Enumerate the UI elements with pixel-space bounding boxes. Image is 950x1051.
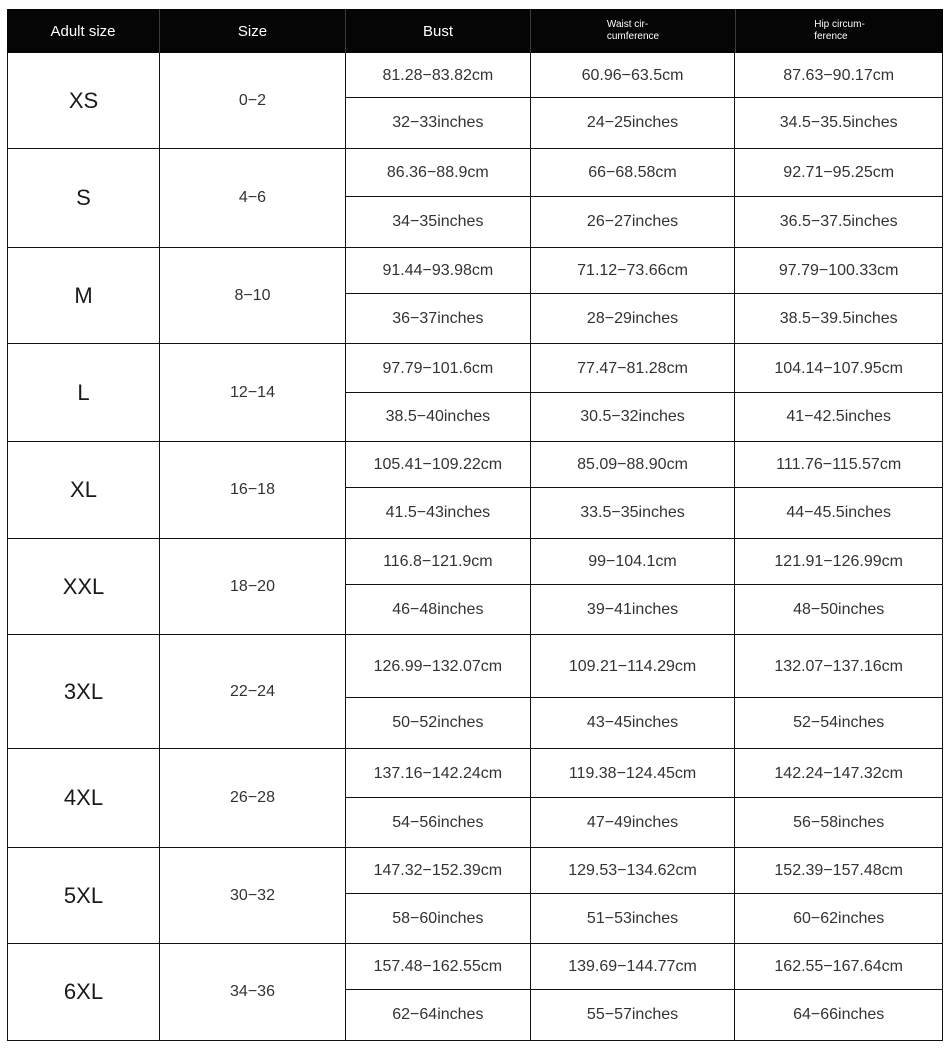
numeric-size-cell: 34−36 <box>160 944 346 1040</box>
hip-cm-cell: 162.55−167.64cm <box>735 944 943 990</box>
numeric-size-cell: 4−6 <box>160 149 346 247</box>
bust-inches-cell: 38.5−40inches <box>346 393 531 441</box>
size-group-xs <box>8 53 943 148</box>
bust-cm-cell: 137.16−142.24cm <box>346 749 531 798</box>
adult-size-cell: 4XL <box>8 749 160 847</box>
hip-cm-cell: 142.24−147.32cm <box>735 749 943 798</box>
cm-row <box>346 635 943 698</box>
size-group-4xl <box>8 748 943 847</box>
bust-cm-cell: 157.48−162.55cm <box>346 944 531 990</box>
numeric-size-cell: 22−24 <box>160 635 346 748</box>
hip-cm-cell: 132.07−137.16cm <box>735 635 943 698</box>
cm-row <box>346 539 943 585</box>
cm-row <box>346 944 943 990</box>
numeric-size-cell: 26−28 <box>160 749 346 847</box>
waist-cm-cell: 71.12−73.66cm <box>531 248 736 294</box>
waist-cm-cell: 119.38−124.45cm <box>531 749 736 798</box>
numeric-size-cell: 30−32 <box>160 848 346 943</box>
waist-cm-cell: 85.09−88.90cm <box>531 442 736 488</box>
size-group-xxl <box>8 538 943 634</box>
header-size-label: Size <box>237 22 268 40</box>
waist-inches-cell: 51−53inches <box>531 894 736 943</box>
waist-inches-cell: 24−25inches <box>531 98 736 148</box>
hip-inches-cell: 41−42.5inches <box>735 393 943 441</box>
bust-inches-cell: 58−60inches <box>346 894 531 943</box>
size-group-l <box>8 343 943 441</box>
header-bust <box>345 9 530 53</box>
bust-cm-cell: 126.99−132.07cm <box>346 635 531 698</box>
bust-inches-cell: 62−64inches <box>346 990 531 1040</box>
bust-cm-cell: 116.8−121.9cm <box>346 539 531 585</box>
hip-inches-cell: 36.5−37.5inches <box>735 197 943 247</box>
bust-inches-cell: 34−35inches <box>346 197 531 247</box>
bust-inches-cell: 36−37inches <box>346 294 531 343</box>
hip-cm-cell: 97.79−100.33cm <box>735 248 943 294</box>
adult-size-cell: 5XL <box>8 848 160 943</box>
adult-size-cell: L <box>8 344 160 441</box>
waist-inches-cell: 47−49inches <box>531 798 736 847</box>
inches-row <box>346 97 943 148</box>
hip-inches-cell: 48−50inches <box>735 585 943 634</box>
header-adult-size-label: Adult size <box>50 22 116 40</box>
size-group-xl <box>8 441 943 538</box>
inches-row <box>346 989 943 1040</box>
waist-inches-cell: 26−27inches <box>531 197 736 247</box>
hip-inches-cell: 64−66inches <box>735 990 943 1040</box>
waist-cm-cell: 109.21−114.29cm <box>531 635 736 698</box>
size-group-3xl <box>8 634 943 748</box>
hip-cm-cell: 121.91−126.99cm <box>735 539 943 585</box>
waist-inches-cell: 43−45inches <box>531 698 736 748</box>
hip-cm-cell: 87.63−90.17cm <box>735 53 943 98</box>
adult-size-cell: S <box>8 149 160 247</box>
bust-cm-cell: 86.36−88.9cm <box>346 149 531 197</box>
inches-row <box>346 584 943 634</box>
waist-cm-cell: 66−68.58cm <box>531 149 736 197</box>
size-group-m <box>8 247 943 343</box>
adult-size-cell: 6XL <box>8 944 160 1040</box>
inches-row <box>346 487 943 538</box>
cm-row <box>346 848 943 894</box>
inches-row <box>346 392 943 441</box>
size-chart <box>7 9 943 1041</box>
waist-inches-cell: 33.5−35inches <box>531 488 736 538</box>
cm-row <box>346 53 943 98</box>
header-adult-size <box>7 9 159 53</box>
header-hip <box>735 9 943 53</box>
hip-inches-cell: 38.5−39.5inches <box>735 294 943 343</box>
hip-cm-cell: 152.39−157.48cm <box>735 848 943 894</box>
numeric-size-cell: 18−20 <box>160 539 346 634</box>
header-size <box>159 9 345 53</box>
waist-inches-cell: 28−29inches <box>531 294 736 343</box>
cm-row <box>346 442 943 488</box>
header-waist-label: Waist cir- cumference <box>606 19 660 42</box>
adult-size-cell: XS <box>8 53 160 148</box>
size-group-s <box>8 148 943 247</box>
size-group-6xl <box>8 943 943 1040</box>
header-bust-label: Bust <box>422 22 453 40</box>
adult-size-cell: XL <box>8 442 160 538</box>
numeric-size-cell: 12−14 <box>160 344 346 441</box>
inches-row <box>346 697 943 748</box>
bust-inches-cell: 46−48inches <box>346 585 531 634</box>
header-hip-label: Hip circum- ference <box>814 19 865 42</box>
cm-row <box>346 749 943 798</box>
numeric-size-cell: 16−18 <box>160 442 346 538</box>
hip-inches-cell: 34.5−35.5inches <box>735 98 943 148</box>
cm-row <box>346 149 943 197</box>
cm-row <box>346 248 943 294</box>
hip-inches-cell: 56−58inches <box>735 798 943 847</box>
hip-inches-cell: 52−54inches <box>735 698 943 748</box>
adult-size-cell: XXL <box>8 539 160 634</box>
waist-inches-cell: 30.5−32inches <box>531 393 736 441</box>
bust-cm-cell: 97.79−101.6cm <box>346 344 531 393</box>
hip-cm-cell: 111.76−115.57cm <box>735 442 943 488</box>
bust-cm-cell: 105.41−109.22cm <box>346 442 531 488</box>
numeric-size-cell: 8−10 <box>160 248 346 343</box>
bust-cm-cell: 91.44−93.98cm <box>346 248 531 294</box>
numeric-size-cell: 0−2 <box>160 53 346 148</box>
waist-cm-cell: 99−104.1cm <box>531 539 736 585</box>
inches-row <box>346 293 943 343</box>
adult-size-cell: M <box>8 248 160 343</box>
inches-row <box>346 797 943 847</box>
waist-inches-cell: 55−57inches <box>531 990 736 1040</box>
bust-cm-cell: 81.28−83.82cm <box>346 53 531 98</box>
adult-size-cell: 3XL <box>8 635 160 748</box>
header-row <box>7 9 943 53</box>
bust-inches-cell: 54−56inches <box>346 798 531 847</box>
waist-cm-cell: 139.69−144.77cm <box>531 944 736 990</box>
bust-inches-cell: 50−52inches <box>346 698 531 748</box>
waist-inches-cell: 39−41inches <box>531 585 736 634</box>
hip-inches-cell: 60−62inches <box>735 894 943 943</box>
header-waist <box>530 9 735 53</box>
inches-row <box>346 893 943 943</box>
bust-cm-cell: 147.32−152.39cm <box>346 848 531 894</box>
waist-cm-cell: 77.47−81.28cm <box>531 344 736 393</box>
bust-inches-cell: 32−33inches <box>346 98 531 148</box>
waist-cm-cell: 60.96−63.5cm <box>531 53 736 98</box>
cm-row <box>346 344 943 393</box>
hip-cm-cell: 104.14−107.95cm <box>735 344 943 393</box>
table-body <box>7 53 943 1041</box>
hip-inches-cell: 44−45.5inches <box>735 488 943 538</box>
size-group-5xl <box>8 847 943 943</box>
inches-row <box>346 196 943 247</box>
hip-cm-cell: 92.71−95.25cm <box>735 149 943 197</box>
bust-inches-cell: 41.5−43inches <box>346 488 531 538</box>
waist-cm-cell: 129.53−134.62cm <box>531 848 736 894</box>
